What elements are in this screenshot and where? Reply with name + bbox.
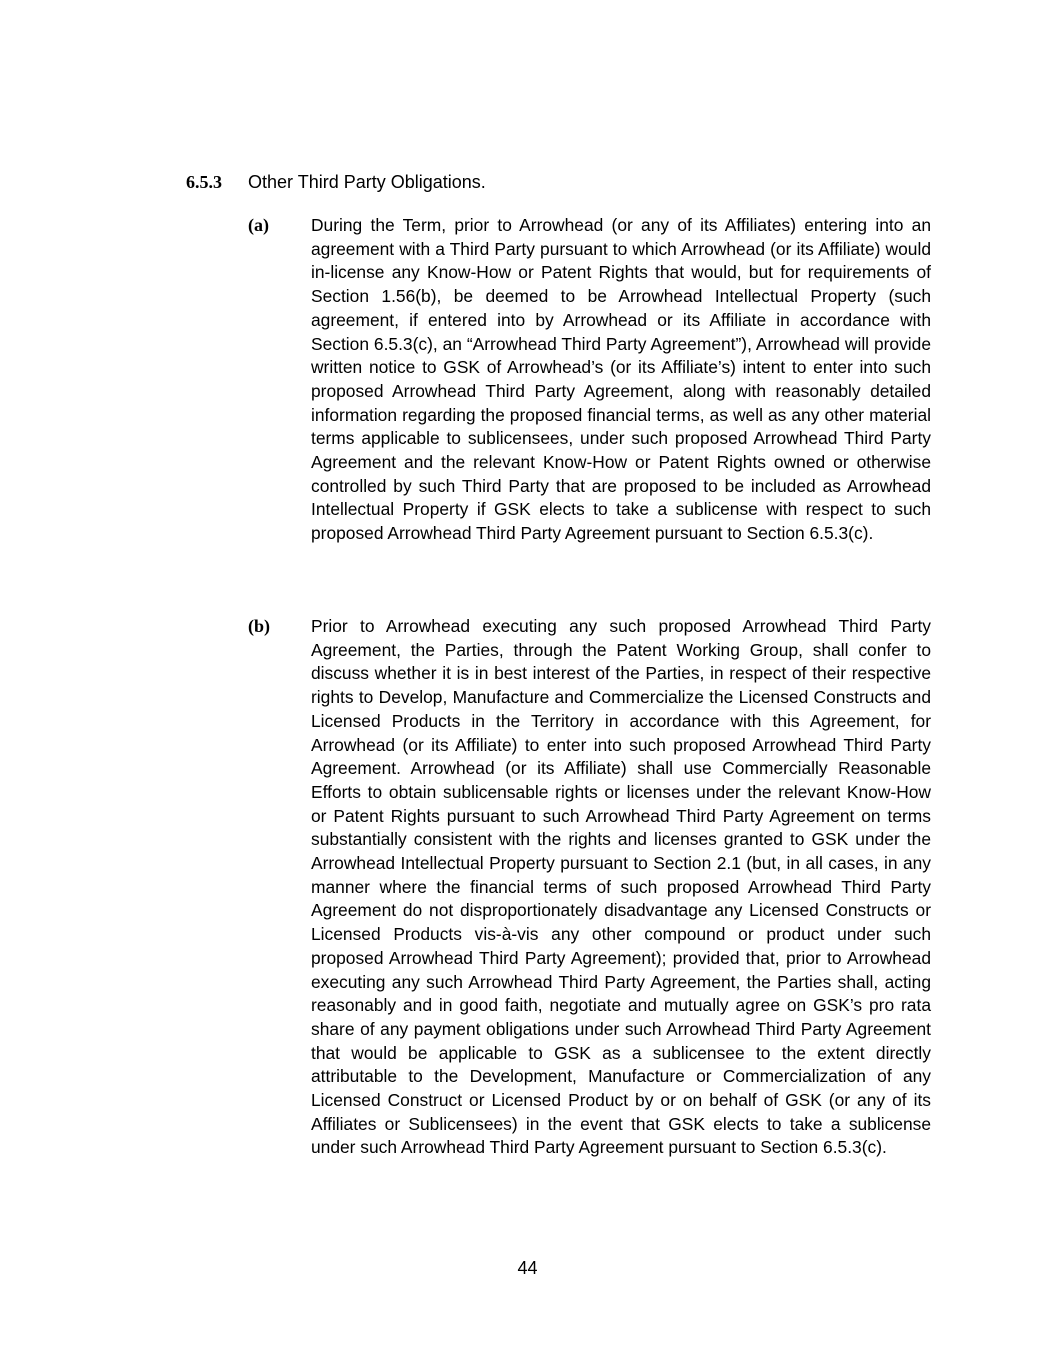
clause-a-text: During the Term, prior to Arrowhead (or any of its Affiliates) entering into an agreement with a Third Party pursuant to which Arrowhead (or its Affiliate) would in-license any Know-How or Patent Rights that would, but for requirements of Section 1.56(b), be deemed to be Arrowhead Intellectual Property (such agreement, if entered into by Arrowhead or its Affiliate in accordance with Section 6.5.3(c), an “Arrowhead Third Party Agreement”), Arrowhead will provide written notice to GSK of Arrowhead’s (or its Affiliate’s) intent to enter into such proposed Arrowhead Third Party Agreement, along with reasonably detailed information regarding the proposed financial terms, as well as any other material terms applicable to sublicensees, under such proposed Arrowhead Third Party Agreement and the relevant Know-How or Patent Rights owned or otherwise controlled by such Third Party that are proposed to be included as Arrowhead Intellectual Property if GSK elects to take a sublicense with respect to such proposed Arrowhead Third Party Agreement pursuant to Section 6.5.3(c). bbox=[311, 215, 931, 544]
section-heading bbox=[186, 170, 486, 194]
clause-b-text: Prior to Arrowhead executing any such proposed Arrowhead Third Party Agreement, the Parties, through the Patent Working Group, shall confer to discuss whether it is in best interest of the Parties, in respect of their respective rights to Develop, Manufacture and Commercialize the Licensed Constructs and Licensed Products in the Territory in accordance with this Agreement, for Arrowhead (or its Affiliate) to enter into such proposed Arrowhead Third Party Agreement. Arrowhead (or its Affiliate) shall use Commercially Reasonable Efforts to obtain sublicensable rights or licenses under the relevant Know-How or Patent Rights pursuant to such Arrowhead Third Party Agreement on terms substantially consistent with the rights and licenses granted to GSK under the Arrowhead Intellectual Property pursuant to Section 2.1 (but, in all cases, in any manner where the financial terms of such proposed Arrowhead Third Party Agreement do not disproportionately disadvantage any Licensed Constructs or Licensed Products vis-à-vis any other compound or product under such proposed Arrowhead Third Party Agreement); provided that, prior to Arrowhead executing any such Arrowhead Third Party Agreement, the Parties shall, acting reasonably and in good faith, negotiate and mutually agree on GSK’s pro rata share of any payment obligations under such Arrowhead Third Party Agreement that would be applicable to GSK as a sublicensee to the extent directly attributable to the Development, Manufacture or Commercialization of any Licensed Construct or Licensed Product by or on behalf of GSK (or any of its Affiliates or Sublicensees) in the event that GSK elects to take a sublicense under such Arrowhead Third Party Agreement pursuant to Section 6.5.3(c). bbox=[311, 616, 931, 1158]
page-number: 44 bbox=[517, 1258, 538, 1278]
clause-b-marker: (b) bbox=[248, 616, 270, 636]
section-title: Other Third Party Obligations. bbox=[248, 172, 486, 192]
section-number: 6.5.3 bbox=[186, 172, 222, 192]
clause-a-marker: (a) bbox=[248, 215, 269, 235]
